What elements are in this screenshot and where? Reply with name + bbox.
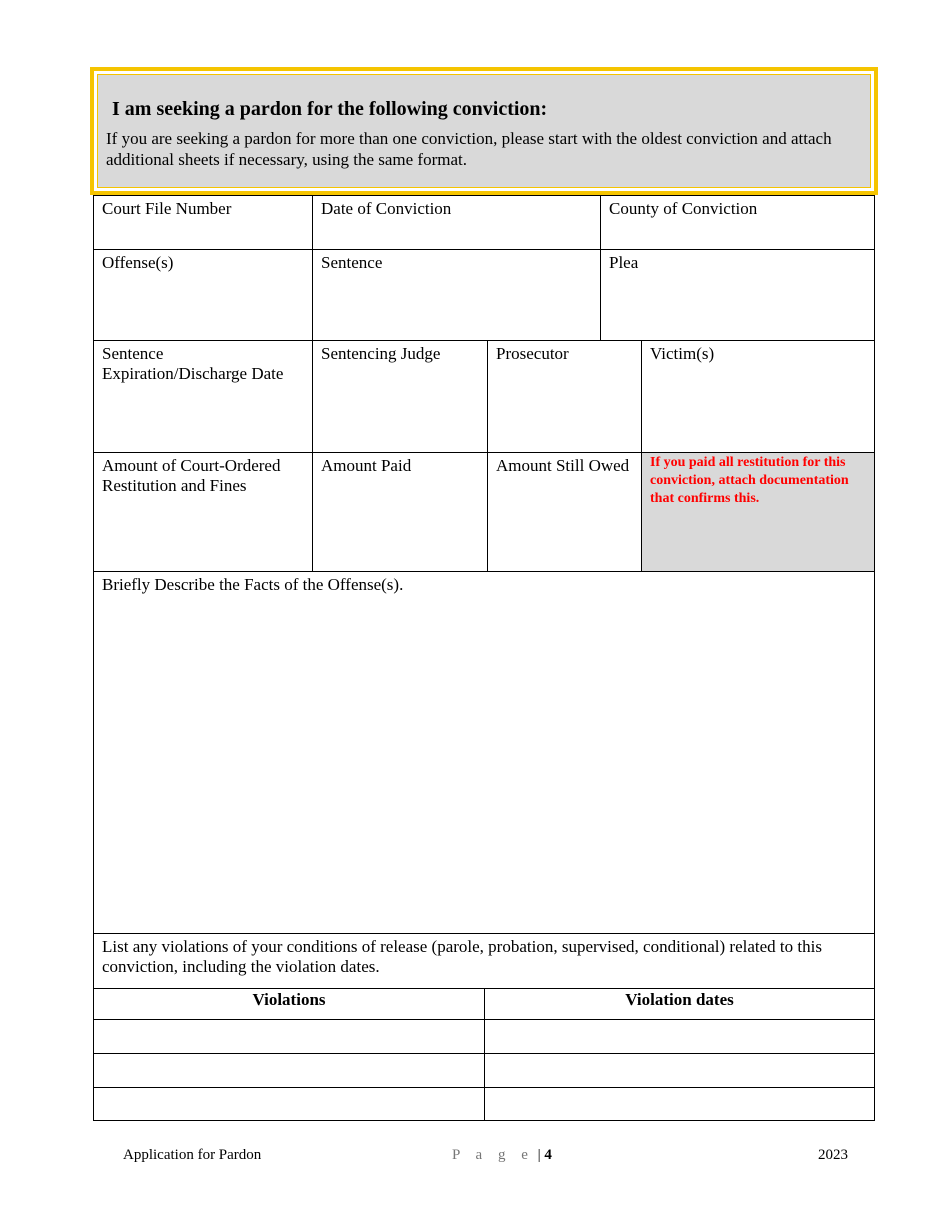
victims-field[interactable] xyxy=(641,340,875,453)
violation-date-cell[interactable] xyxy=(484,1087,875,1121)
footer-year: 2023 xyxy=(818,1147,848,1163)
prosecutor-label: Prosecutor xyxy=(496,344,569,363)
violation-cell[interactable] xyxy=(93,1087,485,1121)
footer-separator: | xyxy=(537,1147,541,1163)
offenses-label: Offense(s) xyxy=(102,253,174,272)
amount-still-owed-label: Amount Still Owed xyxy=(496,456,630,475)
court-file-number-label: Court File Number xyxy=(102,199,232,218)
section-title: I am seeking a pardon for the following conviction: xyxy=(112,98,548,120)
restitution-label-line1: Amount of Court-Ordered xyxy=(102,456,281,475)
violation-date-cell[interactable] xyxy=(484,1053,875,1088)
footer-document-title: Application for Pardon xyxy=(123,1147,262,1163)
amount-paid-label: Amount Paid xyxy=(321,456,412,475)
amount-still-owed-field[interactable] xyxy=(487,452,642,572)
restitution-field[interactable] xyxy=(93,452,313,572)
sentence-expiration-label-line1: Sentence xyxy=(102,344,164,363)
violations-prompt: List any violations of your conditions of release (parole, probation, supervised, conditional) related to this conviction, including the violation dates. xyxy=(93,933,875,989)
county-of-conviction-field[interactable] xyxy=(600,195,875,250)
county-of-conviction-label: County of Conviction xyxy=(609,199,758,218)
amount-paid-field[interactable] xyxy=(312,452,488,572)
violation-cell[interactable] xyxy=(93,1053,485,1088)
violations-header: Violations xyxy=(93,988,485,1020)
footer-page-label: P a g e xyxy=(452,1147,534,1163)
sentence-expiration-field[interactable] xyxy=(93,340,313,453)
facts-label: Briefly Describe the Facts of the Offense(s). xyxy=(102,575,404,594)
section-instructions: If you are seeking a pardon for more than one conviction, please start with the oldest conviction and attach additional sheets if necessary, using the same format. xyxy=(106,129,832,169)
sentence-label: Sentence xyxy=(321,253,383,272)
violation-cell[interactable] xyxy=(93,1019,485,1054)
offenses-field[interactable] xyxy=(93,249,313,341)
sentence-field[interactable] xyxy=(312,249,601,341)
sentencing-judge-label: Sentencing Judge xyxy=(321,344,441,363)
court-file-number-field[interactable] xyxy=(93,195,313,250)
section-banner xyxy=(90,67,878,195)
restitution-label-line2: Restitution and Fines xyxy=(102,476,247,495)
restitution-note: If you paid all restitution for this conviction, attach documentation that confirms this. xyxy=(641,452,875,572)
footer-page-indicator xyxy=(452,1146,552,1164)
facts-field[interactable] xyxy=(93,571,875,934)
footer-page-number: 4 xyxy=(544,1147,552,1163)
plea-label: Plea xyxy=(609,253,639,272)
sentence-expiration-label-line2: Expiration/Discharge Date xyxy=(102,364,284,383)
violation-dates-header: Violation dates xyxy=(484,988,875,1020)
prosecutor-field[interactable] xyxy=(487,340,642,453)
sentencing-judge-field[interactable] xyxy=(312,340,488,453)
plea-field[interactable] xyxy=(600,249,875,341)
violation-date-cell[interactable] xyxy=(484,1019,875,1054)
victims-label: Victim(s) xyxy=(650,344,715,363)
date-of-conviction-label: Date of Conviction xyxy=(321,199,452,218)
date-of-conviction-field[interactable] xyxy=(312,195,601,250)
section-banner-inner xyxy=(97,74,871,188)
